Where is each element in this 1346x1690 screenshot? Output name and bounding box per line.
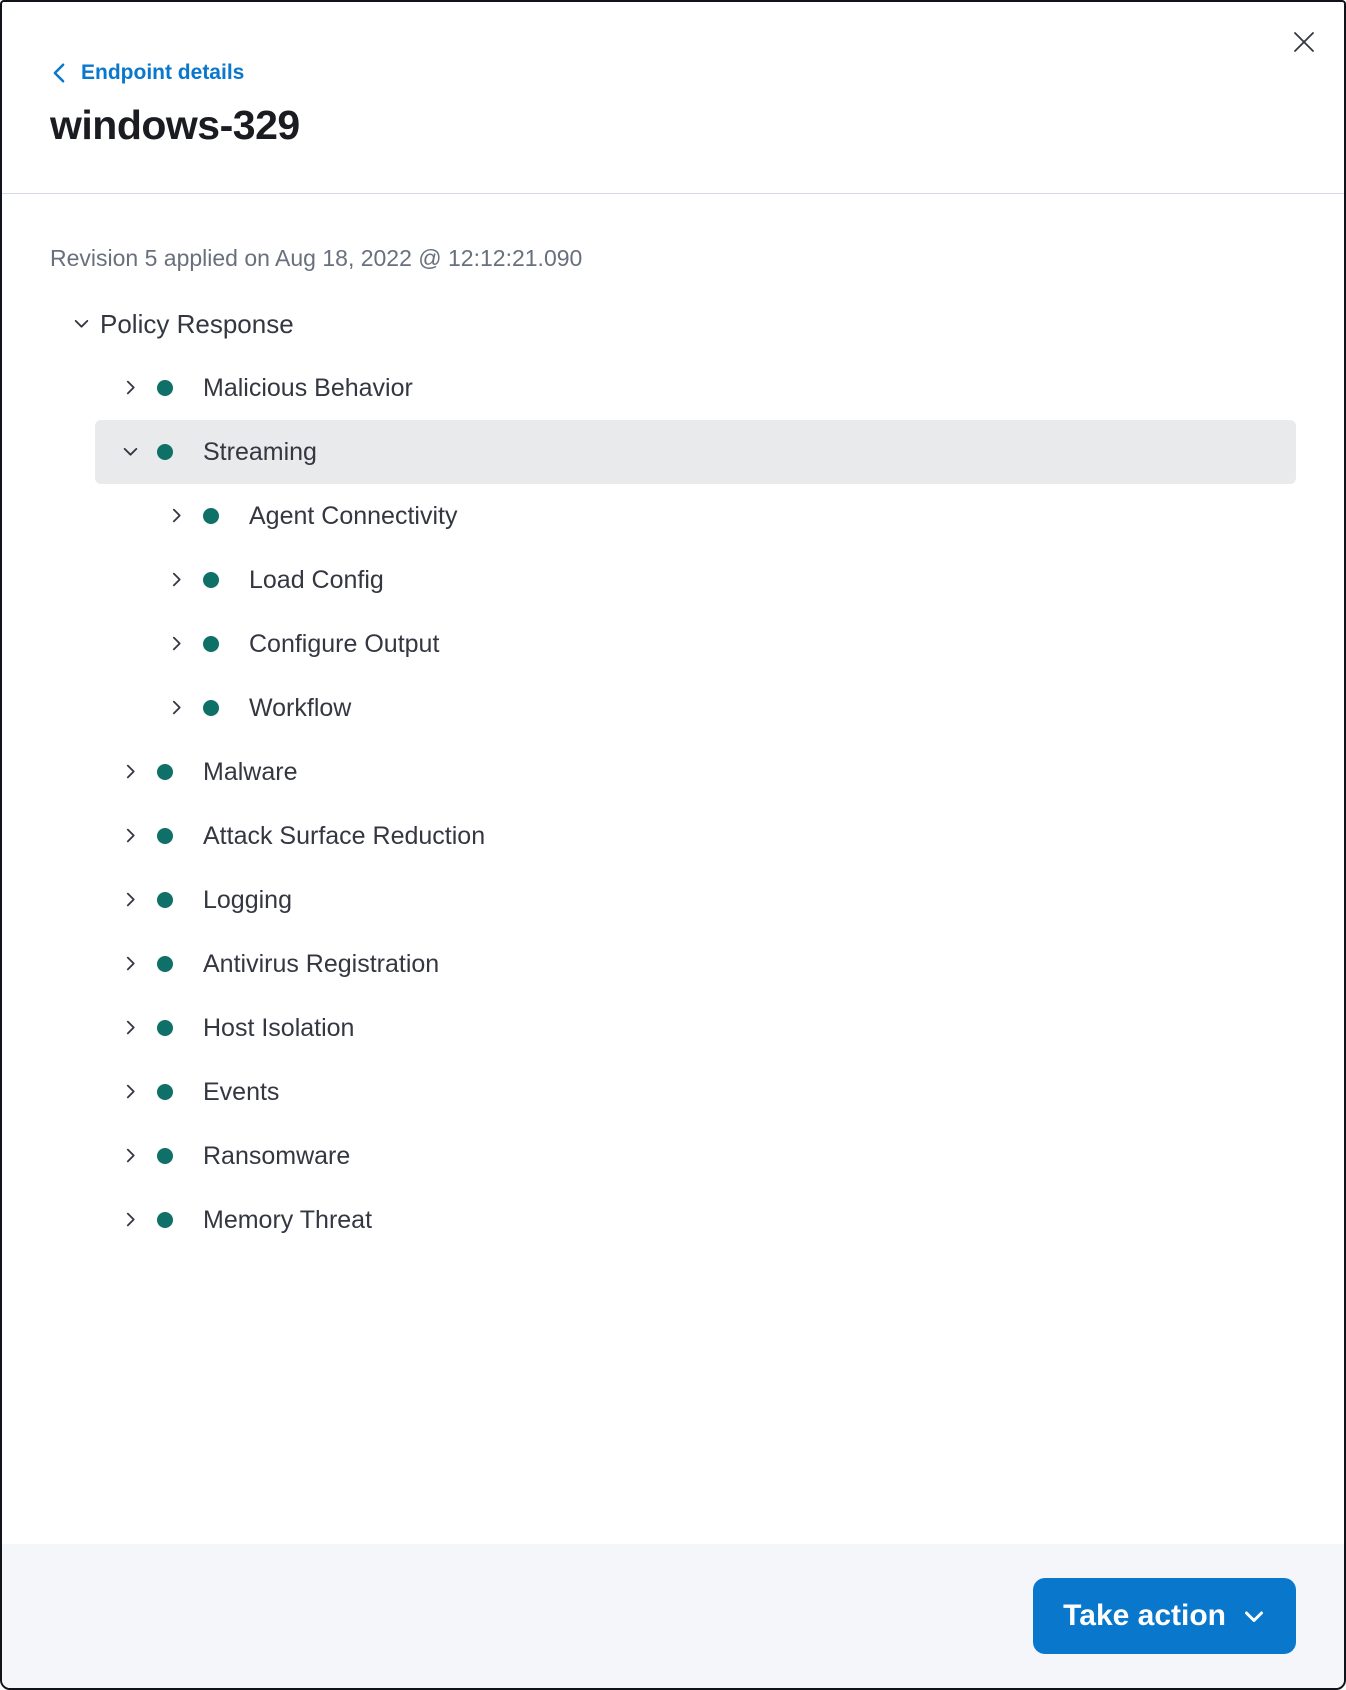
tree-item-attack-surface-reduction[interactable] (95, 804, 1296, 868)
chevron-down-icon[interactable] (119, 441, 141, 463)
flyout-header (2, 2, 1344, 193)
page-title: windows-329 (50, 101, 300, 148)
tree-item-label: Events (203, 1077, 280, 1106)
status-dot (157, 444, 173, 460)
tree-item-label: Antivirus Registration (203, 949, 440, 978)
tree-item-label: Streaming (203, 437, 317, 466)
revision-applied-text: Revision 5 applied on Aug 18, 2022 @ 12:12:21.090 (50, 244, 583, 271)
status-dot (157, 828, 173, 844)
chevron-right-icon[interactable] (165, 505, 187, 527)
tree-item-label: Host Isolation (203, 1013, 355, 1042)
status-dot (157, 380, 173, 396)
tree-item-streaming[interactable] (95, 420, 1296, 484)
chevron-right-icon[interactable] (119, 1081, 141, 1103)
tree-item-events[interactable] (95, 1060, 1296, 1124)
tree-item-malicious-behavior[interactable] (95, 356, 1296, 420)
status-dot (157, 1084, 173, 1100)
tree-item-label: Malware (203, 757, 298, 786)
tree-item-load-config[interactable] (141, 548, 1296, 612)
chevron-right-icon[interactable] (119, 1017, 141, 1039)
tree-item-label: Agent Connectivity (249, 501, 458, 530)
chevron-right-icon[interactable] (119, 377, 141, 399)
tree-item-label: Configure Output (249, 629, 440, 658)
tree-item-logging[interactable] (95, 868, 1296, 932)
chevron-down-icon (1242, 1604, 1266, 1628)
take-action-button[interactable] (1033, 1578, 1296, 1654)
status-dot (203, 508, 219, 524)
chevron-right-icon[interactable] (119, 1209, 141, 1231)
status-dot (157, 1148, 173, 1164)
chevron-right-icon[interactable] (119, 1145, 141, 1167)
tree-item-label: Attack Surface Reduction (203, 821, 486, 850)
back-link-label: Endpoint details (81, 61, 245, 84)
chevron-right-icon[interactable] (165, 569, 187, 591)
take-action-label: Take action (1063, 1599, 1226, 1632)
status-dot (203, 700, 219, 716)
tree-item-label: Load Config (249, 565, 384, 594)
chevron-right-icon[interactable] (165, 697, 187, 719)
tree-item-agent-connectivity[interactable] (141, 484, 1296, 548)
tree-item-policy-response[interactable] (50, 292, 1296, 356)
policy-response-panel (2, 194, 1344, 1545)
status-dot (157, 892, 173, 908)
tree-item-label: Workflow (249, 693, 352, 722)
tree-item-ransomware[interactable] (95, 1124, 1296, 1188)
chevron-right-icon[interactable] (119, 953, 141, 975)
status-dot (157, 956, 173, 972)
chevron-right-icon[interactable] (119, 889, 141, 911)
tree-item-workflow[interactable] (141, 676, 1296, 740)
flyout-footer (2, 1544, 1344, 1688)
tree-item-memory-threat[interactable] (95, 1188, 1296, 1252)
chevron-right-icon[interactable] (119, 761, 141, 783)
status-dot (203, 636, 219, 652)
status-dot (157, 1212, 173, 1228)
chevron-right-icon[interactable] (165, 633, 187, 655)
chevron-left-icon (50, 62, 68, 84)
tree-item-label: Ransomware (203, 1141, 351, 1170)
status-dot (157, 764, 173, 780)
status-dot (203, 572, 219, 588)
back-to-endpoint-details-link[interactable] (50, 58, 244, 87)
tree-item-antivirus-registration[interactable] (95, 932, 1296, 996)
tree-item-label: Memory Threat (203, 1205, 373, 1234)
tree-item-label: Policy Response (100, 308, 294, 339)
chevron-down-icon[interactable] (70, 313, 92, 335)
tree-item-label: Malicious Behavior (203, 373, 413, 402)
tree-item-host-isolation[interactable] (95, 996, 1296, 1060)
policy-response-tree (50, 292, 1296, 1252)
tree-item-label: Logging (203, 885, 292, 914)
status-dot (157, 1020, 173, 1036)
tree-item-malware[interactable] (95, 740, 1296, 804)
tree-item-configure-output[interactable] (141, 612, 1296, 676)
chevron-right-icon[interactable] (119, 825, 141, 847)
